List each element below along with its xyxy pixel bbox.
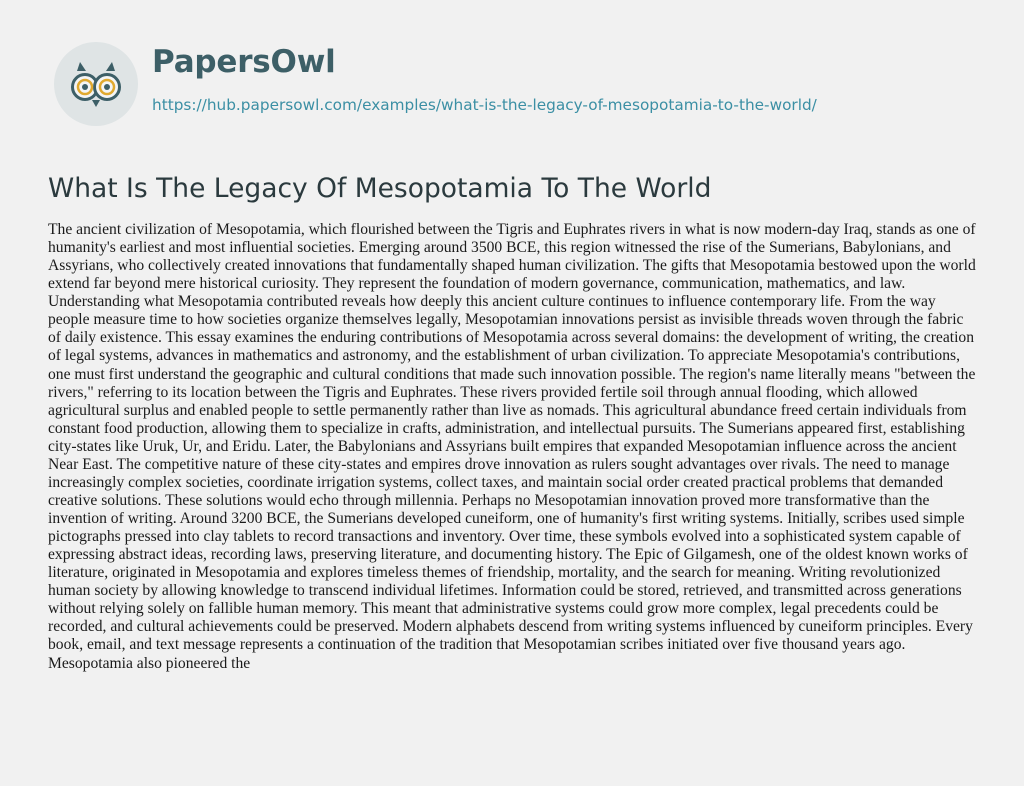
brand-name[interactable]: PapersOwl [152, 44, 336, 80]
article-body: The ancient civilization of Mesopotamia, which flourished between the Tigris and Euphrates rivers in what is now modern-day Iraq, stands as one of humanity's earliest and most influential societies. Emerging around 3500 BCE, this region witnessed the rise of the Sumerians, Babylonians, and Assyrians, who collectively created innovations that fundamentally shaped human civilization. The gifts that Mesopotamia bestowed upon the world extend far beyond mere historical curiosity. They represent the foundation of modern governance, communication, mathematics, and law. Understanding what Mesopotamia contributed reveals how deeply this ancient culture continues to influence contemporary life. From the way people measure time to how societies organize themselves legally, Mesopotamian innovations persist as invisible threads woven through the fabric of daily existence. This essay examines the enduring contributions of Mesopotamia across several domains: the development of writing, the creation of legal systems, advances in mathematics and astronomy, and the establishment of urban civilization. To appreciate Mesopotamia's contributions, one must first understand the geographic and cultural conditions that made such innovation possible. The region's name literally means "between the rivers," referring to its location between the Tigris and Euphrates. These rivers provided fertile soil through annual flooding, which allowed agricultural surplus and enabled people to settle permanently rather than live as nomads. This agricultural abundance freed certain individuals from constant food production, allowing them to specialize in crafts, administration, and intellectual pursuits. The Sumerians appeared first, establishing city-states like Uruk, Ur, and Eridu. Later, the Babylonians and Assyrians built empires that expanded Mesopotamian influence across the ancient Near East. The competitive nature of these city-states and empires drove innovation as rulers sought advantages over rivals. The need to manage increasingly complex societies, coordinate irrigation systems, collect taxes, and maintain social order created practical problems that demanded creative solutions. These solutions would echo through millennia. Perhaps no Mesopotamian innovation proved more transformative than the invention of writing. Around 3200 BCE, the Sumerians developed cuneiform, one of humanity's first writing systems. Initially, scribes used simple pictographs pressed into clay tablets to record transactions and inventory. Over time, these symbols evolved into a sophisticated system capable of expressing abstract ideas, recording laws, preserving literature, and documenting history. The Epic of Gilgamesh, one of the oldest known works of literature, originated in Mesopotamia and explores timeless themes of friendship, mortality, and the search for meaning. Writing revolutionized human society by allowing knowledge to transcend individual lifetimes. Information could be stored, retrieved, and transmitted across generations without relying solely on fallible human memory. This meant that administrative systems could grow more complex, legal precedents could be recorded, and cultural achievements could be preserved. Modern alphabets descend from writing systems influenced by cuneiform principles. Every book, email, and text message represents a continuation of the tradition that Mesopotamian scribes initiated over five thousand years ago. Mesopotamia also pioneered the [48, 221, 976, 672]
brand-block [152, 40, 817, 114]
owl-logo-icon [52, 40, 140, 128]
article-title: What Is The Legacy Of Mesopotamia To The World [48, 173, 712, 204]
site-header [52, 40, 817, 128]
source-url-link[interactable]: https://hub.papersowl.com/examples/what-is-the-legacy-of-mesopotamia-to-the-world/ [152, 96, 817, 114]
